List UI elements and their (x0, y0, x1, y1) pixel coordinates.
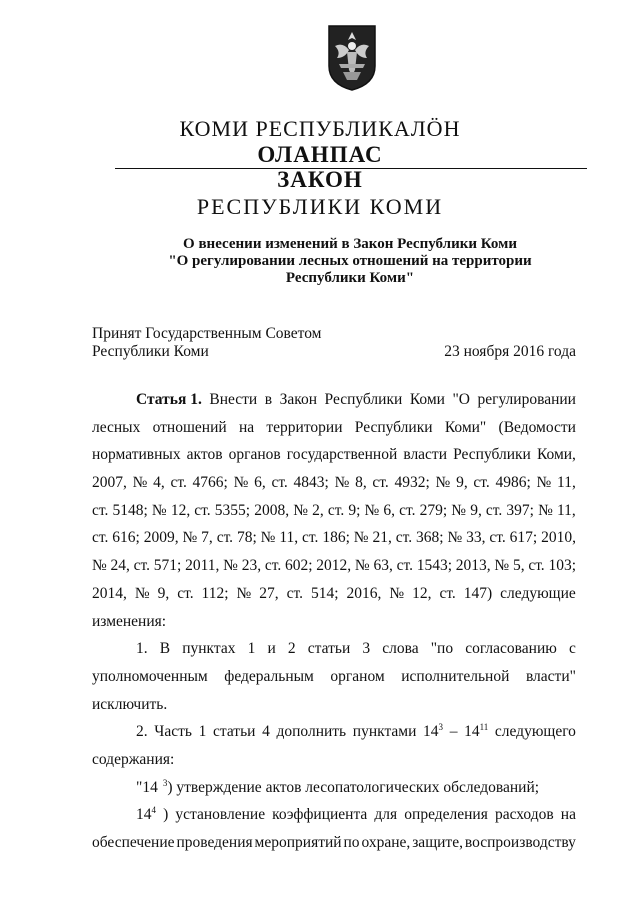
text-word: статьи (212, 723, 256, 741)
text-word: № (536, 474, 552, 492)
text-word: Внести (209, 391, 258, 408)
text-word: 2. (136, 723, 148, 741)
text-word: 2008, (254, 501, 290, 519)
text-line (92, 386, 576, 414)
text-word: № (293, 501, 308, 519)
text-word: 1. (136, 640, 148, 658)
text-line (92, 469, 576, 497)
text-word: 5355; (214, 501, 251, 519)
text-word: 2012, (316, 557, 352, 575)
text-word: 514; (310, 584, 339, 602)
law-title-line: О внесении изменений в Закон Республики Коми (183, 236, 517, 252)
text-word: 21, (372, 529, 392, 547)
law-title (100, 236, 600, 287)
text-word: ) (163, 806, 169, 824)
text-word: пунктами (352, 723, 417, 741)
text-word: 279; (419, 501, 448, 519)
text-word: 1 (247, 640, 256, 658)
text-word: ст. (170, 474, 187, 492)
text-line (92, 524, 576, 552)
item-number: $14^4$ (136, 805, 156, 824)
text-word: охране, (361, 834, 411, 851)
text-word: ст. (396, 557, 413, 575)
text-word: ст. (216, 529, 234, 547)
text-word: по (343, 834, 360, 851)
header-olanpas: ОЛАНПАС (257, 142, 383, 167)
text-word: 12, (412, 584, 432, 602)
article-label: Статья 1. (136, 391, 202, 408)
text-word: 8, (355, 474, 367, 492)
text-word: 12, (170, 501, 191, 519)
text-word: 2010, (541, 529, 576, 547)
text-line (92, 608, 576, 636)
text-word: воспроизводству (464, 834, 576, 851)
text-word: (Ведомости (498, 418, 576, 436)
text-word: Республики (354, 418, 433, 436)
text-word: ст. (528, 557, 545, 575)
text-word: № (223, 557, 238, 575)
text-word: 7, (201, 529, 213, 547)
text-word: 616; (112, 529, 140, 547)
text-word: № (182, 529, 198, 547)
text-word: № (92, 557, 107, 575)
text-word: государственной (286, 446, 398, 464)
text-line (92, 746, 576, 774)
text-word: 9, (157, 584, 170, 602)
text-word: 63, (373, 557, 393, 575)
text-word: 6, (254, 474, 266, 492)
text-word: ст. (473, 474, 490, 492)
text-word: проведения (176, 834, 253, 851)
text-word: ст. (395, 529, 413, 547)
text-word: пунктах (182, 640, 236, 658)
text-word: № (389, 584, 405, 602)
header-respubliki: РЕСПУБЛИКИ КОМИ (196, 194, 444, 219)
law-title-line: Республики Коми" (285, 270, 415, 286)
text-word: 397; (506, 501, 534, 519)
text-line (92, 801, 576, 829)
article-body (92, 386, 576, 857)
header-zakon: ЗАКОН (277, 167, 363, 192)
range-dash: – (449, 723, 458, 741)
text-word: 2016, (346, 584, 382, 602)
text-word: 24, (110, 557, 130, 575)
text-word: территории (266, 418, 343, 436)
text-word: следующие (500, 584, 576, 602)
text-word: 4, (153, 474, 165, 492)
text-word: 11, (557, 474, 576, 492)
text-word: 4843; (293, 474, 329, 492)
text-word: на (238, 418, 255, 436)
text-word: 27, (259, 584, 279, 602)
text-word: ст. (286, 584, 303, 602)
adoption-statement (92, 325, 322, 361)
text-word: следующего (494, 723, 576, 741)
text-word: № (451, 501, 467, 519)
text-word: Закон (279, 391, 318, 408)
point-range: $14^{11}$ (464, 722, 489, 741)
law-title-line: "О регулировании лесных отношений на территории (168, 253, 532, 269)
text-word: Республики (453, 446, 531, 464)
text-word: 112; (201, 584, 229, 602)
text-word: 6, (383, 501, 396, 519)
text-word: № (538, 501, 553, 519)
text-word: 571; (153, 557, 182, 575)
text-word: № (334, 474, 350, 492)
text-word: статьи (307, 640, 351, 658)
adoption-line: Республики Коми (92, 343, 209, 360)
text-word: № (494, 557, 510, 575)
text-word: ст. (439, 584, 456, 602)
header-komi-line: КОМИ РЕСПУБЛИКАЛӦН (179, 116, 461, 141)
text-word: 78; (236, 529, 257, 547)
text-word: 11, (279, 529, 299, 547)
text-word: определения (404, 806, 488, 824)
text-word: федеральным (224, 667, 314, 685)
point-range: $14^3$ (423, 722, 444, 741)
text-line (92, 441, 576, 469)
text-line (92, 691, 576, 719)
text-word: № (236, 584, 252, 602)
text-word: 186; (322, 529, 350, 547)
text-word: ст. (372, 474, 389, 492)
text-word: 23, (241, 557, 262, 575)
text-word: ст. (194, 501, 211, 519)
text-word: 1543; (416, 557, 453, 575)
text-line (92, 829, 576, 857)
text-word: ст. (133, 557, 151, 575)
text-word: нормативных (92, 446, 181, 464)
text-word: 11, (556, 501, 576, 519)
text-word: в (264, 391, 273, 408)
text-word: ст. (92, 529, 109, 547)
text-word: на (560, 806, 576, 824)
text-word: № (354, 557, 370, 575)
text-line (92, 635, 576, 663)
text-word: № (260, 529, 276, 547)
text-word: уполномоченным (92, 667, 208, 685)
text-word: и (267, 640, 276, 658)
text-word: защите, (412, 834, 463, 851)
text-word: для (374, 806, 398, 824)
text-word: 9; (348, 501, 361, 519)
text-word: отношений (152, 418, 227, 436)
text-word: согласованию (465, 640, 557, 658)
text-line (92, 718, 576, 746)
text-word: 617; (509, 529, 538, 547)
text-word: 147) (463, 584, 493, 602)
text-word: № (151, 501, 167, 519)
text-word: 1 (198, 723, 207, 741)
text-word: органом (330, 667, 385, 685)
text-word: исключить. (92, 695, 168, 713)
text-word: № (134, 584, 150, 602)
text-line (92, 552, 576, 580)
text-word: 5148; (112, 501, 148, 519)
text-word: ст. (92, 501, 109, 519)
adoption-line: Принят Государственным Советом (92, 325, 322, 342)
text-word: 602; (284, 557, 313, 575)
text-word: содержания: (92, 750, 175, 768)
text-word: № (447, 529, 463, 547)
text-word: 9, (470, 501, 482, 519)
text-word: власти (403, 446, 448, 464)
text-word: 103; (548, 557, 576, 575)
text-line (92, 497, 576, 525)
text-word: расходов (494, 806, 554, 824)
text-word: 4 (262, 723, 270, 741)
text-word: ст. (177, 584, 194, 602)
text-word: 2014, (92, 584, 127, 602)
coat-of-arms-emblem (327, 24, 377, 92)
text-word: 4986; (495, 474, 531, 492)
text-word: исполнительной (401, 667, 510, 685)
text-word: 2009, (143, 529, 179, 547)
text-word: ст. (271, 474, 288, 492)
text-word: установление (175, 806, 266, 824)
text-word: 2 (287, 640, 296, 658)
text-word: обеспечение (92, 834, 175, 851)
adoption-date: 23 ноября 2016 года (444, 343, 576, 360)
text-word: власти" (525, 667, 576, 685)
text-word: ст. (264, 557, 282, 575)
text-word: лесных (92, 418, 141, 436)
text-word: 3 (362, 640, 371, 658)
text-line (92, 774, 576, 802)
text-word: актов (186, 446, 223, 464)
text-word: Республики (324, 391, 403, 408)
text-word: "О (452, 391, 470, 408)
text-line (92, 580, 576, 608)
text-word: ст. (302, 529, 319, 547)
text-word: Коми (409, 391, 445, 408)
text-word: с (568, 640, 576, 658)
text-line (92, 414, 576, 442)
text-word: 2011, (185, 557, 220, 575)
text-word: № (435, 474, 451, 492)
text-word: ст. (489, 529, 506, 547)
text-word: дополнить (276, 723, 347, 741)
text-word: мероприятий (254, 834, 342, 851)
text-word: № (353, 529, 369, 547)
text-line (92, 663, 576, 691)
text-word: 2, (312, 501, 324, 519)
text-word: органов (228, 446, 281, 464)
text-word: Коми" (444, 418, 487, 436)
text-word: 4932; (394, 474, 430, 492)
text-word: "по (430, 640, 454, 658)
text-word: 2007, (92, 474, 127, 492)
item-text: "14 $^3$) утверждение актов лесопатологических обследований; (136, 777, 540, 796)
text-word: коэффициента (272, 806, 368, 824)
text-word: ст. (399, 501, 416, 519)
text-word: регулировании (477, 391, 576, 408)
text-word: слова (382, 640, 419, 658)
text-word: 368; (415, 529, 444, 547)
text-word: Коми, (536, 446, 576, 464)
text-word: В (159, 640, 171, 658)
text-word: ст. (327, 501, 345, 519)
text-word: № (364, 501, 380, 519)
text-word: изменения: (92, 612, 167, 630)
text-word: 33, (466, 529, 486, 547)
text-word: 9, (456, 474, 468, 492)
text-word: 4766; (192, 474, 228, 492)
text-word: 5, (512, 557, 525, 575)
text-word: Часть (154, 723, 192, 741)
text-word: № (132, 474, 148, 492)
text-word: 2013, (455, 557, 491, 575)
text-word: № (233, 474, 249, 492)
text-word: ст. (485, 501, 503, 519)
